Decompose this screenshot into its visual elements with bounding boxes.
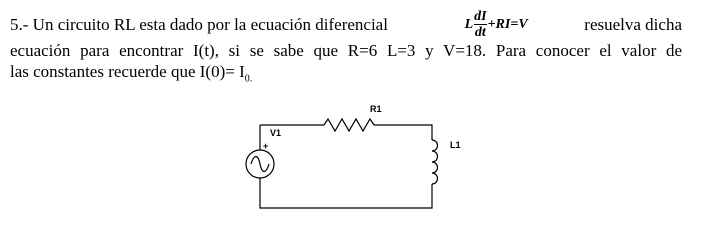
eq-inductance: L xyxy=(464,16,474,32)
wire-top-right xyxy=(374,125,432,140)
voltage-source-sine xyxy=(251,157,269,172)
differential-equation xyxy=(465,9,528,40)
rl-circuit-diagram xyxy=(220,98,480,216)
problem-line-2: ecuación para encontrar I(t), si se sabe que R=6 L=3 y V=18. Para conocer el valor de xyxy=(10,41,682,60)
eq-derivative-fraction xyxy=(474,9,486,40)
resistor-symbol xyxy=(324,119,374,131)
eq-numerator: dI xyxy=(474,9,487,24)
inductor-symbol xyxy=(432,140,438,184)
problem-line-3 xyxy=(10,62,682,89)
resistor-label: R1 xyxy=(370,104,382,114)
inductor-label: L1 xyxy=(450,140,461,150)
problem-text-end: resuelva dicha xyxy=(584,14,682,34)
source-polarity: + xyxy=(263,141,269,151)
problem-line-1 xyxy=(10,9,682,40)
problem-line-3-text: las constantes recuerde que I(0)= I xyxy=(10,62,245,81)
problem-text-start: 5.- Un circuito RL esta dado por la ecuación diferencial xyxy=(10,14,388,34)
initial-current-subscript: 0. xyxy=(244,73,253,85)
wire-right-bottom xyxy=(260,178,432,208)
eq-denominator: dt xyxy=(474,25,486,40)
source-label: V1 xyxy=(270,128,282,138)
eq-rest: +RI=V xyxy=(487,16,528,32)
